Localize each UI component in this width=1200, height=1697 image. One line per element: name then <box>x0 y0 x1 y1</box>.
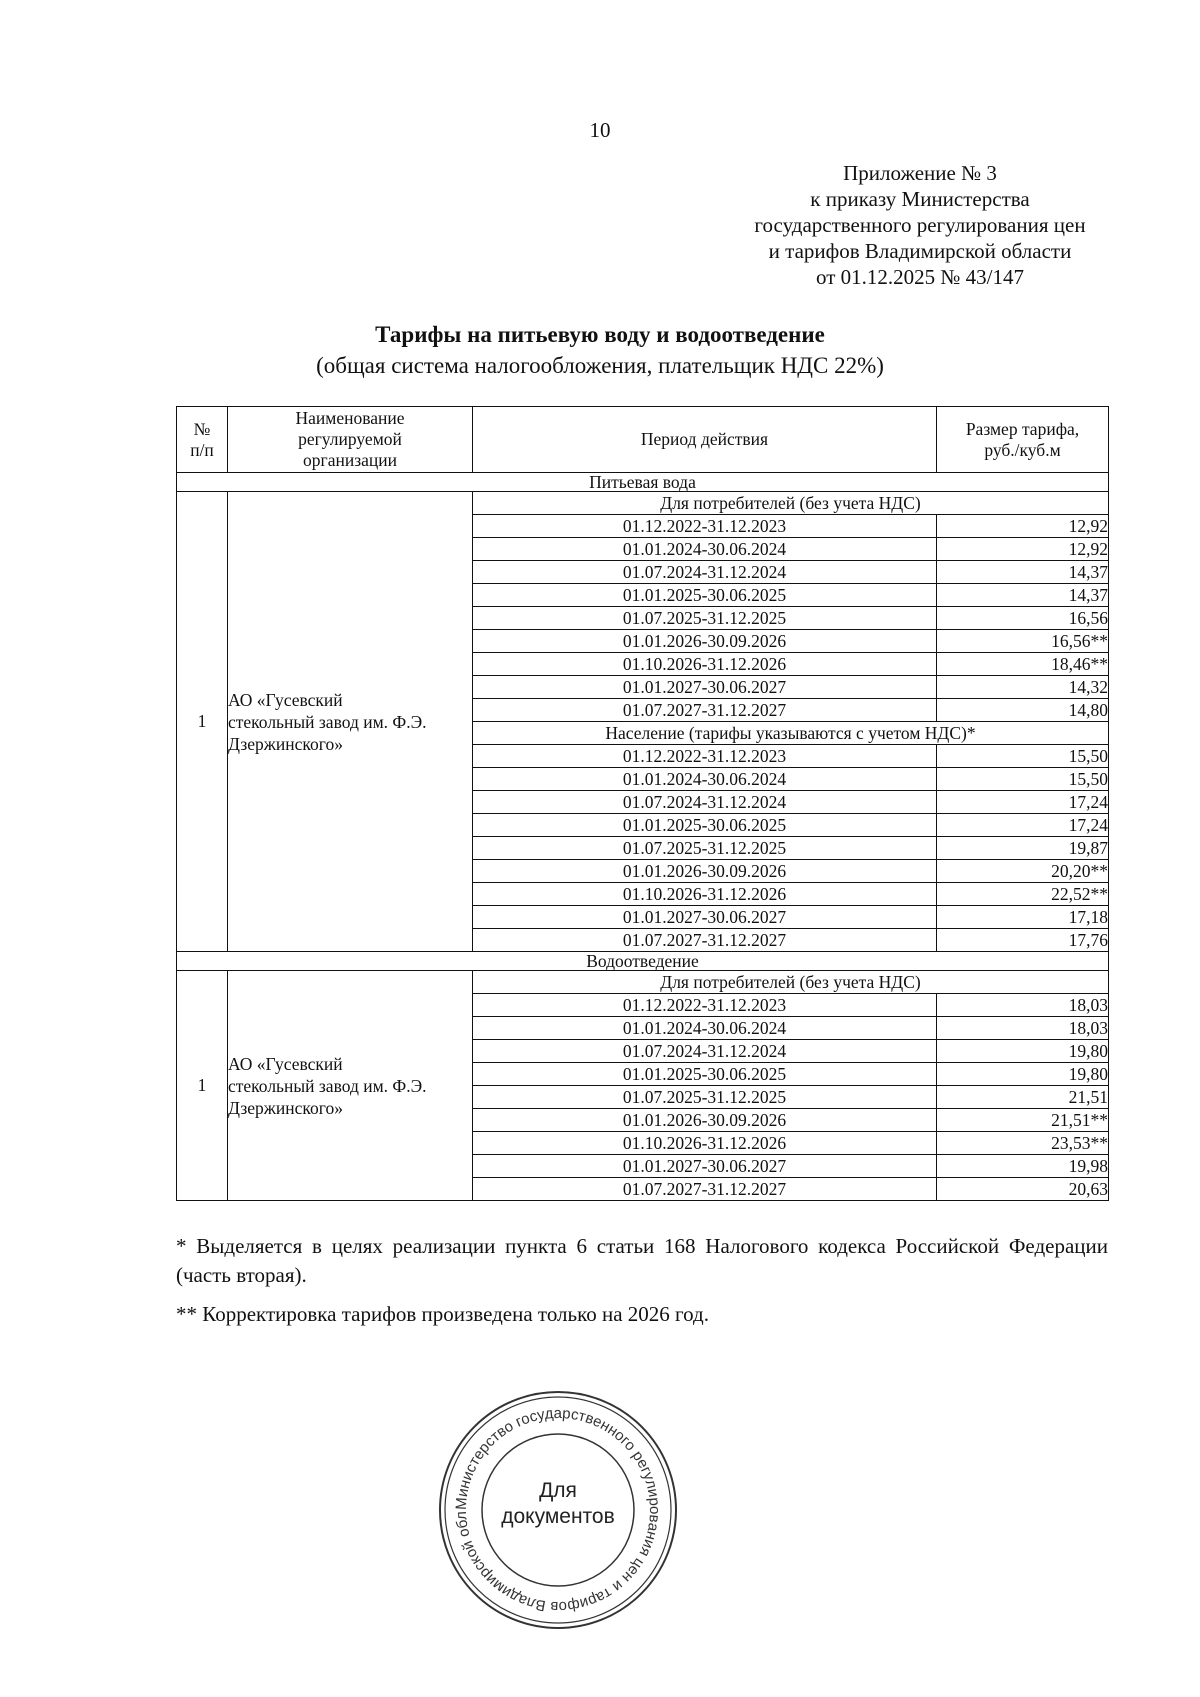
group-title: Население (тарифы указываются с учетом НДС)* <box>473 722 1109 745</box>
footnote-2: ** Корректировка тарифов произведена только на 2026 год. <box>176 1302 709 1326</box>
period-cell: 01.01.2024-30.06.2024 <box>473 768 937 791</box>
period-cell: 01.12.2022-31.12.2023 <box>473 994 937 1017</box>
period-cell: 01.01.2025-30.06.2025 <box>473 814 937 837</box>
group-title: Для потребителей (без учета НДС) <box>473 492 1109 515</box>
tariff-value-cell: 19,80 <box>937 1063 1109 1086</box>
period-cell: 01.07.2027-31.12.2027 <box>473 699 937 722</box>
section-title: Питьевая вода <box>177 473 1109 492</box>
group-row <box>177 971 1109 994</box>
period-cell: 01.01.2027-30.06.2027 <box>473 676 937 699</box>
appendix-line: Приложение № 3 <box>843 161 997 185</box>
period-cell: 01.07.2025-31.12.2025 <box>473 607 937 630</box>
period-cell: 01.12.2022-31.12.2023 <box>473 515 937 538</box>
header-period: Период действия <box>473 407 937 473</box>
stamp-center-line: документов <box>501 1505 615 1528</box>
tariff-value-cell: 21,51** <box>937 1109 1109 1132</box>
tariff-value-cell: 15,50 <box>937 768 1109 791</box>
period-cell: 01.01.2027-30.06.2027 <box>473 1155 937 1178</box>
organization-name-line: АО «Гусевский <box>228 689 343 710</box>
tariff-value-cell: 17,24 <box>937 791 1109 814</box>
organization-name <box>228 492 473 952</box>
period-cell: 01.12.2022-31.12.2023 <box>473 745 937 768</box>
tariff-value-cell: 14,37 <box>937 561 1109 584</box>
tariff-value-cell: 14,32 <box>937 676 1109 699</box>
section-title: Водоотведение <box>177 952 1109 971</box>
period-cell: 01.07.2027-31.12.2027 <box>473 929 937 952</box>
tariff-value-cell: 19,80 <box>937 1040 1109 1063</box>
header-rate-line: Размер тарифа, <box>965 418 1080 439</box>
tariff-value-cell: 12,92 <box>937 538 1109 561</box>
tariff-value-cell: 12,92 <box>937 515 1109 538</box>
period-cell: 01.01.2025-30.06.2025 <box>473 584 937 607</box>
header-num-line: № <box>193 418 211 439</box>
period-cell: 01.10.2026-31.12.2026 <box>473 883 937 906</box>
document-subtitle: (общая система налогообложения, плательщик НДС 22%) <box>316 353 884 378</box>
header-org-line: регулируемой <box>298 429 402 449</box>
period-cell: 01.10.2026-31.12.2026 <box>473 653 937 676</box>
organization-name <box>228 971 473 1201</box>
organization-name-line: Дзержинского» <box>228 1097 343 1118</box>
page-number: 10 <box>589 118 611 142</box>
tariff-value-cell: 18,03 <box>937 994 1109 1017</box>
period-cell: 01.01.2024-30.06.2024 <box>473 538 937 561</box>
organization-name-line: Дзержинского» <box>228 733 343 754</box>
period-cell: 01.07.2024-31.12.2024 <box>473 561 937 584</box>
header-rate-line: руб./куб.м <box>984 439 1061 460</box>
tariff-value-cell: 20,20** <box>937 860 1109 883</box>
tariff-value-cell: 22,52** <box>937 883 1109 906</box>
group-title: Для потребителей (без учета НДС) <box>473 971 1109 994</box>
header-org <box>228 407 473 473</box>
period-cell: 01.01.2026-30.09.2026 <box>473 1109 937 1132</box>
header-org-line: организации <box>303 450 397 470</box>
tariff-table <box>176 406 1109 1201</box>
group-row <box>177 492 1109 515</box>
organization-name-line: стекольный завод им. Ф.Э. <box>228 1075 427 1096</box>
tariff-value-cell: 19,87 <box>937 837 1109 860</box>
tariff-value-cell: 14,80 <box>937 699 1109 722</box>
appendix-line: к приказу Министерства <box>810 187 1030 211</box>
period-cell: 01.07.2024-31.12.2024 <box>473 791 937 814</box>
appendix-line: и тарифов Владимирской области <box>768 239 1072 263</box>
period-cell: 01.07.2027-31.12.2027 <box>473 1178 937 1201</box>
organization-name-line: АО «Гусевский <box>228 1053 343 1074</box>
tariff-value-cell: 18,03 <box>937 1017 1109 1040</box>
period-cell: 01.07.2025-31.12.2025 <box>473 1086 937 1109</box>
document-title: Тарифы на питьевую воду и водоотведение <box>375 322 825 347</box>
tariff-value-cell: 20,63 <box>937 1178 1109 1201</box>
tariff-value-cell: 16,56 <box>937 607 1109 630</box>
row-number: 1 <box>177 492 228 952</box>
row-number: 1 <box>177 971 228 1201</box>
period-cell: 01.10.2026-31.12.2026 <box>473 1132 937 1155</box>
header-num-line: п/п <box>190 439 214 460</box>
tariff-value-cell: 14,37 <box>937 584 1109 607</box>
period-cell: 01.07.2024-31.12.2024 <box>473 1040 937 1063</box>
tariff-value-cell: 23,53** <box>937 1132 1109 1155</box>
tariff-value-cell: 19,98 <box>937 1155 1109 1178</box>
appendix-block <box>700 160 1140 290</box>
tariff-value-cell: 15,50 <box>937 745 1109 768</box>
section-row <box>177 473 1109 492</box>
appendix-line: государственного регулирования цен <box>754 213 1086 237</box>
period-cell: 01.01.2025-30.06.2025 <box>473 1063 937 1086</box>
stamp-center-text <box>436 1478 680 1530</box>
section-row <box>177 952 1109 971</box>
official-stamp <box>436 1388 680 1632</box>
period-cell: 01.01.2026-30.09.2026 <box>473 630 937 653</box>
tariff-value-cell: 18,46** <box>937 653 1109 676</box>
tariff-value-cell: 17,18 <box>937 906 1109 929</box>
header-org-line: Наименование <box>295 408 405 428</box>
stamp-center-line: Для <box>539 1479 577 1502</box>
tariff-value-cell: 16,56** <box>937 630 1109 653</box>
tariff-value-cell: 21,51 <box>937 1086 1109 1109</box>
period-cell: 01.01.2027-30.06.2027 <box>473 906 937 929</box>
header-rate <box>937 407 1109 473</box>
table-header-row <box>177 407 1109 473</box>
footnotes <box>176 1232 1108 1329</box>
period-cell: 01.01.2026-30.09.2026 <box>473 860 937 883</box>
tariff-value-cell: 17,76 <box>937 929 1109 952</box>
period-cell: 01.01.2024-30.06.2024 <box>473 1017 937 1040</box>
organization-name-line: стекольный завод им. Ф.Э. <box>228 711 427 732</box>
period-cell: 01.07.2025-31.12.2025 <box>473 837 937 860</box>
stamp-ring-textpath: Министерство государственного регулирования цен и тарифов Владимирской обл <box>452 1404 664 1616</box>
tariff-value-cell: 17,24 <box>937 814 1109 837</box>
header-num <box>177 407 228 473</box>
appendix-line: от 01.12.2025 № 43/147 <box>815 265 1025 289</box>
footnote-1: * Выделяется в целях реализации пункта 6 статьи 168 Налогового кодекса Российской Федерации (часть вторая). <box>176 1234 1108 1287</box>
